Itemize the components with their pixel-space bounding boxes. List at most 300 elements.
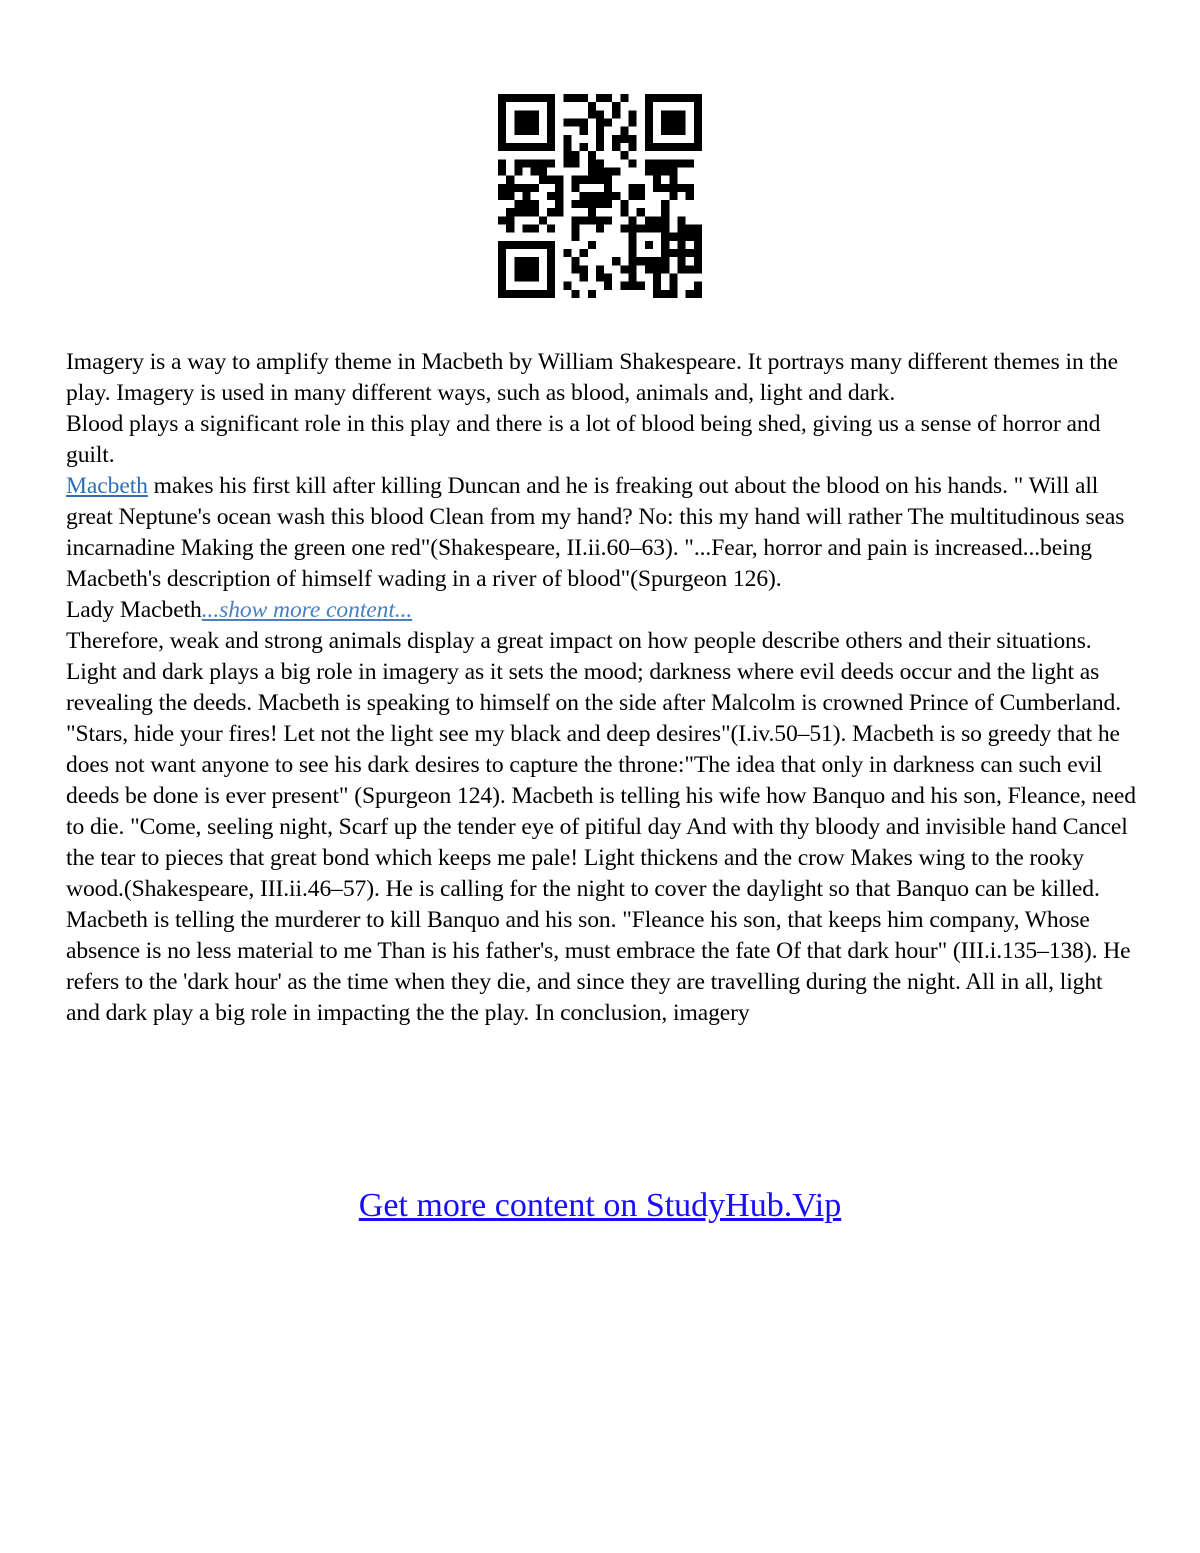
qr-module bbox=[547, 290, 555, 298]
paragraph-light-dark: Therefore, weak and strong animals display a great impact on how people describe others and their situations. Light and dark plays a big role in imagery as it sets the mood; darkness where evil deeds occur and the light as revealing the deeds. Macbeth is speaking to himself on the side after Malcolm is crowned Prince of Cumberland. "Stars, hide your fires! Let not the light see my black and deep desires"(I.iv.50–51). Macbeth is so greedy that he does not want anyone to see his dark desires to capture the throne:"The idea that only in darkness can such evil deeds be done is ever present" (Spurgeon 124). Macbeth is telling his wife how Banquo and his son, Fleance, need to die. "Come, seeling night, Scarf up the tender eye of pitiful day And with thy bloody and invisible hand Cancel the tear to pieces that great bond which keeps me pale! Light thickens and the crow Makes wing to the rooky wood.(Shakespeare, III.ii.46–57). He is calling for the night to cover the daylight so that Banquo can be killed. Macbeth is telling the murderer to kill Banquo and his son. "Fleance his son, that keeps him company, Whose absence is no less material to me Than is his father's, must embrace the fate Of that dark hour" (III.i.135–138). He refers to the 'dark hour' as the time when they die, and since they are travelling during the night. All in all, light and dark play a big role in impacting the the play. In conclusion, imagery bbox=[66, 628, 1136, 1026]
qr-module bbox=[531, 208, 539, 216]
qr-module bbox=[620, 225, 628, 233]
qr-module bbox=[669, 143, 677, 151]
qr-module bbox=[645, 94, 653, 102]
qr-module bbox=[661, 290, 669, 298]
qr-module bbox=[547, 176, 555, 184]
qr-module bbox=[678, 249, 686, 257]
qr-module bbox=[669, 118, 677, 126]
qr-module bbox=[686, 249, 694, 257]
qr-module bbox=[547, 265, 555, 273]
paragraph-lady-macbeth bbox=[66, 595, 1140, 626]
qr-module bbox=[531, 143, 539, 151]
qr-module bbox=[678, 265, 686, 273]
qr-module bbox=[645, 135, 653, 143]
qr-module bbox=[604, 176, 612, 184]
qr-module bbox=[571, 216, 579, 224]
qr-module bbox=[514, 290, 522, 298]
qr-module bbox=[563, 159, 571, 167]
qr-module bbox=[514, 127, 522, 135]
qr-module bbox=[653, 225, 661, 233]
qr-module bbox=[620, 127, 628, 135]
qr-module bbox=[637, 192, 645, 200]
qr-module bbox=[645, 257, 653, 265]
qr-module bbox=[694, 102, 702, 110]
qr-module bbox=[669, 233, 677, 241]
qr-module bbox=[498, 127, 506, 135]
qr-module bbox=[514, 265, 522, 273]
qr-module bbox=[588, 167, 596, 175]
qr-module bbox=[547, 118, 555, 126]
qr-module bbox=[694, 143, 702, 151]
qr-module bbox=[669, 249, 677, 257]
qr-module bbox=[522, 143, 530, 151]
qr-module bbox=[604, 282, 612, 290]
qr-module bbox=[588, 200, 596, 208]
qr-module bbox=[506, 192, 514, 200]
qr-module bbox=[498, 167, 506, 175]
qr-module bbox=[514, 257, 522, 265]
qr-module bbox=[678, 159, 686, 167]
qr-module bbox=[531, 167, 539, 175]
qr-module bbox=[498, 159, 506, 167]
qr-module bbox=[571, 176, 579, 184]
qr-module bbox=[580, 216, 588, 224]
qr-module bbox=[522, 94, 530, 102]
qr-module bbox=[506, 225, 514, 233]
qr-module bbox=[506, 94, 514, 102]
qr-module bbox=[653, 167, 661, 175]
qr-module bbox=[547, 274, 555, 282]
qr-module bbox=[580, 192, 588, 200]
qr-module bbox=[498, 143, 506, 151]
qr-module bbox=[571, 200, 579, 208]
qr-module bbox=[580, 176, 588, 184]
qr-module bbox=[580, 265, 588, 273]
qr-module bbox=[669, 290, 677, 298]
qr-module bbox=[547, 241, 555, 249]
qr-module bbox=[563, 94, 571, 102]
qr-module bbox=[498, 241, 506, 249]
qr-module bbox=[539, 176, 547, 184]
qr-module bbox=[596, 167, 604, 175]
qr-module bbox=[620, 135, 628, 143]
qr-module bbox=[522, 208, 530, 216]
qr-module bbox=[653, 257, 661, 265]
qr-module bbox=[514, 143, 522, 151]
qr-module bbox=[637, 225, 645, 233]
qr-module bbox=[506, 176, 514, 184]
qr-module bbox=[678, 257, 686, 265]
qr-module bbox=[629, 241, 637, 249]
article-body bbox=[66, 347, 1140, 1029]
qr-module bbox=[653, 143, 661, 151]
qr-module bbox=[645, 241, 653, 249]
qr-module bbox=[637, 208, 645, 216]
qr-module bbox=[547, 192, 555, 200]
qr-module bbox=[563, 118, 571, 126]
qr-module bbox=[637, 282, 645, 290]
qr-module bbox=[555, 192, 563, 200]
qr-module bbox=[596, 225, 604, 233]
qr-module bbox=[547, 94, 555, 102]
qr-module bbox=[645, 102, 653, 110]
qr-module bbox=[539, 159, 547, 167]
qr-module bbox=[547, 127, 555, 135]
qr-module bbox=[498, 184, 506, 192]
qr-module bbox=[604, 216, 612, 224]
qr-module bbox=[604, 274, 612, 282]
qr-module bbox=[531, 257, 539, 265]
qr-module bbox=[514, 184, 522, 192]
paragraph-intro: Imagery is a way to amplify theme in Macbeth by William Shakespeare. It portrays many different themes in the play. Imagery is used in many different ways, such as blood, animals and, light and dark. bbox=[66, 349, 1118, 406]
qr-module bbox=[686, 290, 694, 298]
qr-module bbox=[498, 282, 506, 290]
qr-module bbox=[686, 94, 694, 102]
qr-module bbox=[678, 241, 686, 249]
qr-module bbox=[547, 249, 555, 257]
qr-module bbox=[531, 200, 539, 208]
qr-module bbox=[522, 265, 530, 273]
qr-module bbox=[588, 290, 596, 298]
qr-module bbox=[669, 184, 677, 192]
qr-module bbox=[531, 127, 539, 135]
qr-module bbox=[514, 241, 522, 249]
qr-module bbox=[514, 208, 522, 216]
qr-module bbox=[645, 110, 653, 118]
qr-module bbox=[588, 159, 596, 167]
qr-module bbox=[571, 151, 579, 159]
qr-module bbox=[620, 265, 628, 273]
qr-module bbox=[580, 200, 588, 208]
qr-module bbox=[686, 143, 694, 151]
qr-module bbox=[612, 167, 620, 175]
qr-module bbox=[629, 249, 637, 257]
qr-module bbox=[669, 159, 677, 167]
qr-module bbox=[571, 225, 579, 233]
qr-code bbox=[498, 94, 702, 298]
qr-module bbox=[645, 159, 653, 167]
qr-module bbox=[604, 94, 612, 102]
qr-module bbox=[686, 265, 694, 273]
qr-module bbox=[571, 233, 579, 241]
qr-module bbox=[612, 102, 620, 110]
qr-module bbox=[661, 200, 669, 208]
qr-module bbox=[588, 176, 596, 184]
qr-module bbox=[531, 184, 539, 192]
qr-module bbox=[588, 241, 596, 249]
qr-module bbox=[686, 233, 694, 241]
qr-module bbox=[547, 143, 555, 151]
qr-module bbox=[498, 274, 506, 282]
qr-module bbox=[498, 135, 506, 143]
qr-module bbox=[637, 257, 645, 265]
qr-module bbox=[596, 216, 604, 224]
qr-module bbox=[620, 282, 628, 290]
paragraph-blood: Blood plays a significant role in this play and there is a lot of blood being shed, giving us a sense of horror and guilt. bbox=[66, 411, 1101, 468]
qr-module bbox=[571, 184, 579, 192]
qr-module bbox=[547, 208, 555, 216]
qr-module bbox=[629, 110, 637, 118]
qr-module bbox=[596, 176, 604, 184]
qr-module bbox=[661, 143, 669, 151]
qr-module bbox=[498, 94, 506, 102]
qr-module bbox=[629, 225, 637, 233]
qr-module bbox=[629, 118, 637, 126]
qr-module bbox=[629, 257, 637, 265]
qr-module bbox=[653, 290, 661, 298]
qr-module bbox=[539, 167, 547, 175]
qr-module bbox=[604, 200, 612, 208]
qr-module bbox=[588, 216, 596, 224]
qr-module bbox=[678, 233, 686, 241]
qr-module bbox=[629, 282, 637, 290]
qr-module bbox=[522, 127, 530, 135]
qr-module bbox=[653, 282, 661, 290]
qr-module bbox=[588, 208, 596, 216]
qr-module bbox=[596, 94, 604, 102]
qr-module bbox=[571, 118, 579, 126]
qr-module bbox=[653, 94, 661, 102]
qr-module bbox=[571, 94, 579, 102]
qr-module bbox=[604, 192, 612, 200]
qr-module bbox=[678, 94, 686, 102]
qr-module bbox=[531, 159, 539, 167]
qr-module bbox=[694, 282, 702, 290]
qr-module bbox=[645, 225, 653, 233]
qr-module bbox=[620, 94, 628, 102]
qr-module bbox=[506, 184, 514, 192]
qr-module bbox=[637, 184, 645, 192]
qr-module bbox=[547, 257, 555, 265]
qr-module bbox=[596, 159, 604, 167]
qr-module bbox=[531, 225, 539, 233]
qr-module bbox=[498, 110, 506, 118]
qr-module bbox=[604, 167, 612, 175]
qr-module bbox=[694, 265, 702, 273]
qr-module bbox=[498, 290, 506, 298]
qr-module bbox=[596, 192, 604, 200]
qr-module bbox=[661, 110, 669, 118]
qr-module bbox=[669, 192, 677, 200]
qr-module bbox=[539, 241, 547, 249]
qr-module bbox=[555, 208, 563, 216]
qr-module bbox=[580, 118, 588, 126]
qr-module bbox=[547, 282, 555, 290]
qr-module bbox=[669, 110, 677, 118]
qr-module bbox=[498, 265, 506, 273]
qr-module bbox=[547, 159, 555, 167]
qr-module bbox=[678, 216, 686, 224]
qr-module bbox=[661, 159, 669, 167]
qr-module bbox=[531, 265, 539, 273]
qr-module bbox=[547, 102, 555, 110]
qr-module bbox=[506, 241, 514, 249]
qr-module bbox=[645, 265, 653, 273]
qr-module bbox=[588, 192, 596, 200]
qr-module bbox=[694, 290, 702, 298]
qr-module bbox=[522, 159, 530, 167]
qr-module bbox=[694, 241, 702, 249]
qr-module bbox=[539, 94, 547, 102]
qr-module bbox=[539, 216, 547, 224]
qr-module bbox=[629, 233, 637, 241]
qr-module bbox=[686, 225, 694, 233]
qr-module bbox=[694, 110, 702, 118]
qr-module bbox=[522, 241, 530, 249]
qr-module bbox=[629, 216, 637, 224]
qr-module bbox=[694, 135, 702, 143]
qr-module bbox=[694, 118, 702, 126]
qr-module bbox=[612, 143, 620, 151]
qr-module bbox=[678, 110, 686, 118]
qr-module bbox=[612, 135, 620, 143]
qr-module bbox=[588, 151, 596, 159]
qr-module bbox=[514, 159, 522, 167]
qr-module bbox=[522, 110, 530, 118]
qr-module bbox=[531, 241, 539, 249]
qr-module bbox=[596, 265, 604, 273]
qr-module bbox=[531, 274, 539, 282]
qr-module bbox=[514, 110, 522, 118]
qr-module bbox=[653, 159, 661, 167]
qr-module bbox=[522, 257, 530, 265]
qr-module bbox=[547, 135, 555, 143]
qr-module bbox=[522, 274, 530, 282]
qr-module bbox=[514, 118, 522, 126]
macbeth-link[interactable]: Macbeth bbox=[66, 473, 148, 499]
qr-module bbox=[678, 225, 686, 233]
qr-module bbox=[514, 94, 522, 102]
qr-module bbox=[514, 200, 522, 208]
qr-module bbox=[547, 225, 555, 233]
qr-module bbox=[653, 274, 661, 282]
show-more-link[interactable]: ...show more content... bbox=[201, 597, 413, 623]
qr-module bbox=[522, 200, 530, 208]
paragraph-macbeth-kill-text: makes his first kill after killing Duncan and he is freaking out about the blood on his hands. " Will all great Neptune's ocean wash this blood Clean from my hand? No: this my hand will rather The multitudinous seas incarnadine Making the green one red"(Shakespeare, II.ii.60–63). "...Fear, horror and pain is increased...being Macbeth's description of himself wading in a river of blood"(Spurgeon 126). bbox=[66, 473, 1125, 592]
qr-module bbox=[580, 249, 588, 257]
qr-module bbox=[596, 110, 604, 118]
qr-module bbox=[580, 94, 588, 102]
qr-module bbox=[522, 225, 530, 233]
qr-module bbox=[596, 143, 604, 151]
qr-module bbox=[522, 184, 530, 192]
qr-module bbox=[571, 159, 579, 167]
qr-module bbox=[653, 184, 661, 192]
qr-module bbox=[498, 192, 506, 200]
qr-module bbox=[686, 159, 694, 167]
qr-module bbox=[669, 274, 677, 282]
qr-module bbox=[661, 233, 669, 241]
qr-module bbox=[596, 274, 604, 282]
qr-module bbox=[539, 290, 547, 298]
qr-module bbox=[514, 274, 522, 282]
qr-module bbox=[678, 127, 686, 135]
qr-module bbox=[571, 290, 579, 298]
qr-module bbox=[620, 151, 628, 159]
qr-module bbox=[629, 274, 637, 282]
qr-module bbox=[694, 249, 702, 257]
qr-module bbox=[612, 257, 620, 265]
qr-module bbox=[669, 94, 677, 102]
qr-module bbox=[661, 265, 669, 273]
qr-module bbox=[498, 249, 506, 257]
qr-module bbox=[678, 118, 686, 126]
qr-module bbox=[645, 216, 653, 224]
qr-module bbox=[669, 176, 677, 184]
qr-module bbox=[694, 94, 702, 102]
qr-module bbox=[563, 249, 571, 257]
qr-module bbox=[669, 127, 677, 135]
qr-module bbox=[661, 257, 669, 265]
qr-module bbox=[498, 216, 506, 224]
qr-module bbox=[645, 118, 653, 126]
qr-module bbox=[661, 225, 669, 233]
qr-module bbox=[661, 167, 669, 175]
qr-module bbox=[580, 274, 588, 282]
qr-module bbox=[686, 192, 694, 200]
qr-module bbox=[522, 192, 530, 200]
qr-module bbox=[612, 110, 620, 118]
qr-module bbox=[661, 216, 669, 224]
qr-module bbox=[686, 184, 694, 192]
qr-module bbox=[555, 184, 563, 192]
lady-macbeth-text: Lady Macbeth bbox=[66, 597, 202, 623]
qr-module bbox=[661, 241, 669, 249]
qr-module bbox=[506, 208, 514, 216]
qr-module bbox=[506, 290, 514, 298]
qr-module bbox=[588, 102, 596, 110]
studyhub-link[interactable]: Get more content on StudyHub.Vip bbox=[358, 1187, 842, 1224]
qr-module bbox=[694, 233, 702, 241]
qr-module bbox=[506, 216, 514, 224]
qr-module bbox=[645, 143, 653, 151]
qr-module bbox=[563, 151, 571, 159]
qr-module bbox=[661, 94, 669, 102]
qr-module bbox=[498, 118, 506, 126]
qr-module bbox=[514, 167, 522, 175]
qr-module bbox=[661, 127, 669, 135]
qr-module bbox=[531, 290, 539, 298]
qr-module bbox=[531, 94, 539, 102]
qr-module bbox=[629, 184, 637, 192]
qr-module bbox=[498, 102, 506, 110]
qr-module bbox=[604, 118, 612, 126]
qr-module bbox=[629, 265, 637, 273]
qr-module bbox=[694, 257, 702, 265]
qr-module bbox=[547, 110, 555, 118]
qr-module bbox=[580, 127, 588, 135]
qr-module bbox=[596, 127, 604, 135]
qr-module bbox=[661, 118, 669, 126]
qr-module bbox=[694, 225, 702, 233]
qr-module bbox=[522, 118, 530, 126]
qr-module bbox=[539, 143, 547, 151]
qr-module bbox=[563, 135, 571, 143]
qr-module bbox=[653, 216, 661, 224]
qr-module bbox=[653, 265, 661, 273]
qr-code-image bbox=[498, 94, 702, 298]
qr-module bbox=[629, 159, 637, 167]
qr-module bbox=[612, 192, 620, 200]
qr-module bbox=[669, 282, 677, 290]
qr-module bbox=[694, 127, 702, 135]
qr-module bbox=[645, 167, 653, 175]
qr-module bbox=[571, 265, 579, 273]
qr-module bbox=[531, 110, 539, 118]
qr-module bbox=[620, 200, 628, 208]
qr-module bbox=[522, 290, 530, 298]
